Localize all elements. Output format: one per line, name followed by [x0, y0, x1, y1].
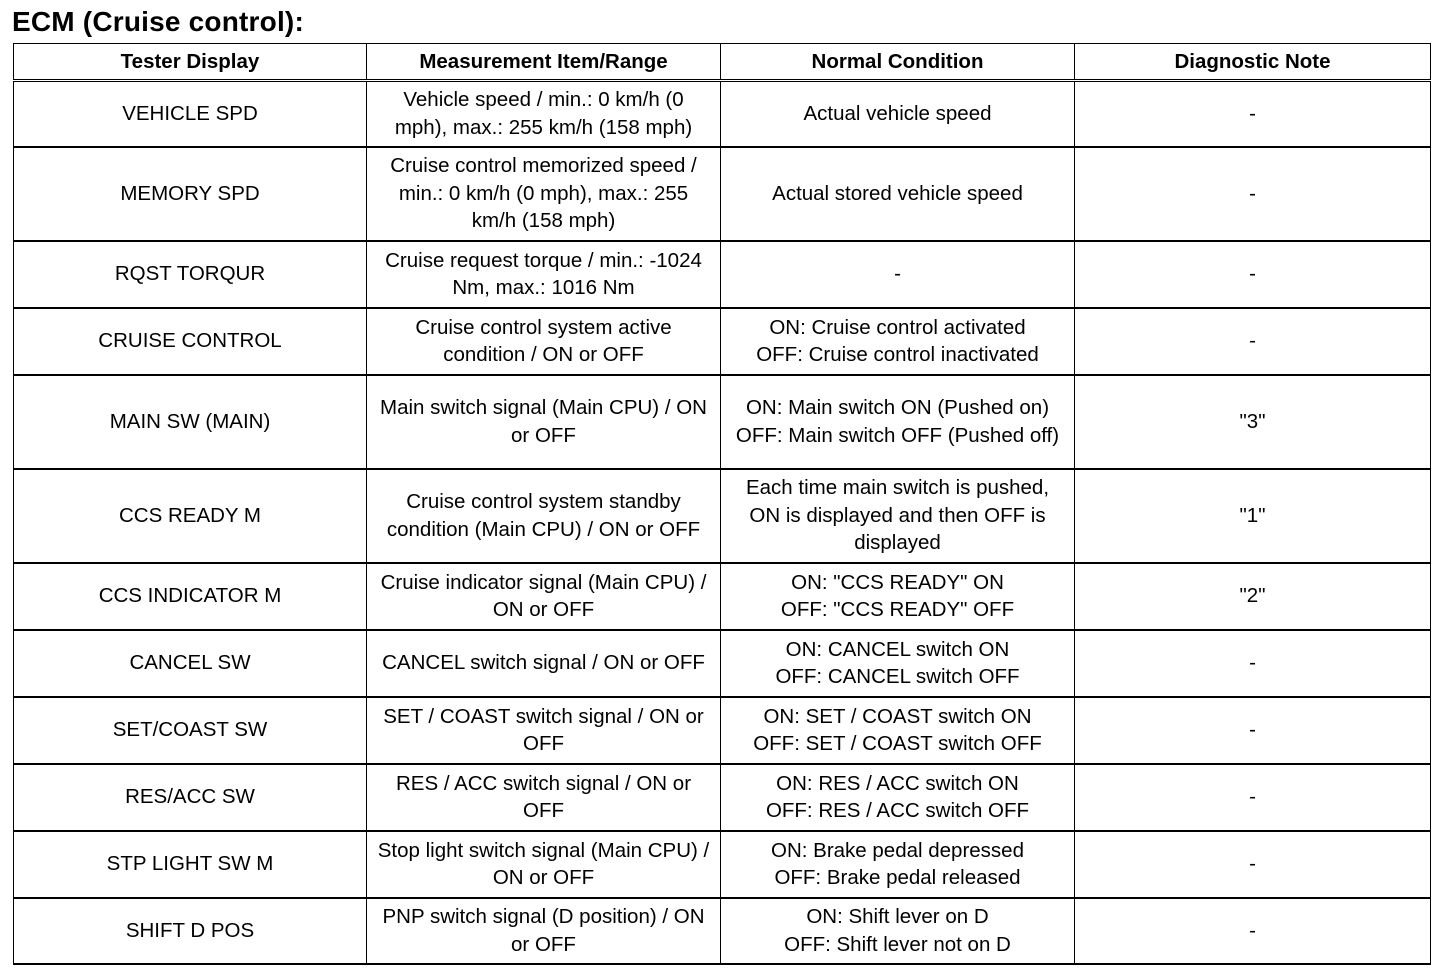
table-row: [14, 375, 1431, 469]
cell-diagnostic-note: -: [1075, 831, 1431, 898]
cell-normal-condition: ON: RES / ACC switch ON OFF: RES / ACC switch OFF: [721, 764, 1075, 831]
table-row: [14, 563, 1431, 630]
cell-normal-condition: Actual stored vehicle speed: [721, 147, 1075, 241]
cell-diagnostic-note: "3": [1075, 375, 1431, 469]
cell-tester-display: STP LIGHT SW M: [14, 831, 367, 898]
cell-diagnostic-note: "1": [1075, 469, 1431, 563]
cell-measurement: Stop light switch signal (Main CPU) / ON or OFF: [367, 831, 721, 898]
cell-normal-condition: ON: SET / COAST switch ON OFF: SET / COAST switch OFF: [721, 697, 1075, 764]
cell-diagnostic-note: -: [1075, 308, 1431, 375]
page-title: ECM (Cruise control):: [12, 6, 304, 37]
cell-tester-display: MAIN SW (MAIN): [14, 375, 367, 469]
cell-diagnostic-note: -: [1075, 241, 1431, 308]
cell-normal-condition: Actual vehicle speed: [721, 81, 1075, 147]
cell-normal-condition: ON: Cruise control activated OFF: Cruise control inactivated: [721, 308, 1075, 375]
cell-measurement: RES / ACC switch signal / ON or OFF: [367, 764, 721, 831]
cell-normal-condition: ON: "CCS READY" ON OFF: "CCS READY" OFF: [721, 563, 1075, 630]
table-row: [14, 469, 1431, 563]
cell-measurement: Cruise indicator signal (Main CPU) / ON or OFF: [367, 563, 721, 630]
cell-normal-condition: ON: Shift lever on D OFF: Shift lever not on D: [721, 898, 1075, 964]
cell-measurement: Cruise control memorized speed / min.: 0 km/h (0 mph), max.: 255 km/h (158 mph): [367, 147, 721, 241]
cell-tester-display: CRUISE CONTROL: [14, 308, 367, 375]
table-row: [14, 308, 1431, 375]
cell-diagnostic-note: -: [1075, 630, 1431, 697]
table-row: [14, 81, 1431, 147]
cell-normal-condition: ON: Brake pedal depressed OFF: Brake pedal released: [721, 831, 1075, 898]
cell-tester-display: RES/ACC SW: [14, 764, 367, 831]
cell-normal-condition: ON: CANCEL switch ON OFF: CANCEL switch OFF: [721, 630, 1075, 697]
header-normal-condition: Normal Condition: [721, 44, 1075, 81]
header-diagnostic-note: Diagnostic Note: [1075, 44, 1431, 81]
cell-measurement: Cruise request torque / min.: -1024 Nm, max.: 1016 Nm: [367, 241, 721, 308]
table-row: [14, 898, 1431, 964]
table-row: [14, 831, 1431, 898]
cell-tester-display: CANCEL SW: [14, 630, 367, 697]
cell-measurement: CANCEL switch signal / ON or OFF: [367, 630, 721, 697]
cell-tester-display: CCS INDICATOR M: [14, 563, 367, 630]
table-row: [14, 630, 1431, 697]
cell-tester-display: VEHICLE SPD: [14, 81, 367, 147]
cell-tester-display: RQST TORQUR: [14, 241, 367, 308]
table-row: [14, 241, 1431, 308]
cell-diagnostic-note: -: [1075, 764, 1431, 831]
header-measurement-item: Measurement Item/Range: [367, 44, 721, 81]
cell-measurement: Vehicle speed / min.: 0 km/h (0 mph), max.: 255 km/h (158 mph): [367, 81, 721, 147]
header-tester-display: Tester Display: [14, 44, 367, 81]
table-header-row: [14, 44, 1431, 81]
cell-tester-display: SET/COAST SW: [14, 697, 367, 764]
table-row: [14, 764, 1431, 831]
cell-normal-condition: Each time main switch is pushed, ON is displayed and then OFF is displayed: [721, 469, 1075, 563]
cell-diagnostic-note: -: [1075, 697, 1431, 764]
ecm-data-table: [13, 43, 1431, 965]
cell-tester-display: MEMORY SPD: [14, 147, 367, 241]
cell-diagnostic-note: -: [1075, 81, 1431, 147]
cell-normal-condition: -: [721, 241, 1075, 308]
table-row: [14, 697, 1431, 764]
cell-tester-display: SHIFT D POS: [14, 898, 367, 964]
cell-diagnostic-note: "2": [1075, 563, 1431, 630]
cell-measurement: Cruise control system standby condition (Main CPU) / ON or OFF: [367, 469, 721, 563]
cell-normal-condition: ON: Main switch ON (Pushed on) OFF: Main switch OFF (Pushed off): [721, 375, 1075, 469]
cell-tester-display: CCS READY M: [14, 469, 367, 563]
cell-measurement: Cruise control system active condition / ON or OFF: [367, 308, 721, 375]
table-row: [14, 147, 1431, 241]
cell-measurement: Main switch signal (Main CPU) / ON or OFF: [367, 375, 721, 469]
cell-diagnostic-note: -: [1075, 147, 1431, 241]
cell-diagnostic-note: -: [1075, 898, 1431, 964]
cell-measurement: SET / COAST switch signal / ON or OFF: [367, 697, 721, 764]
cell-measurement: PNP switch signal (D position) / ON or OFF: [367, 898, 721, 964]
